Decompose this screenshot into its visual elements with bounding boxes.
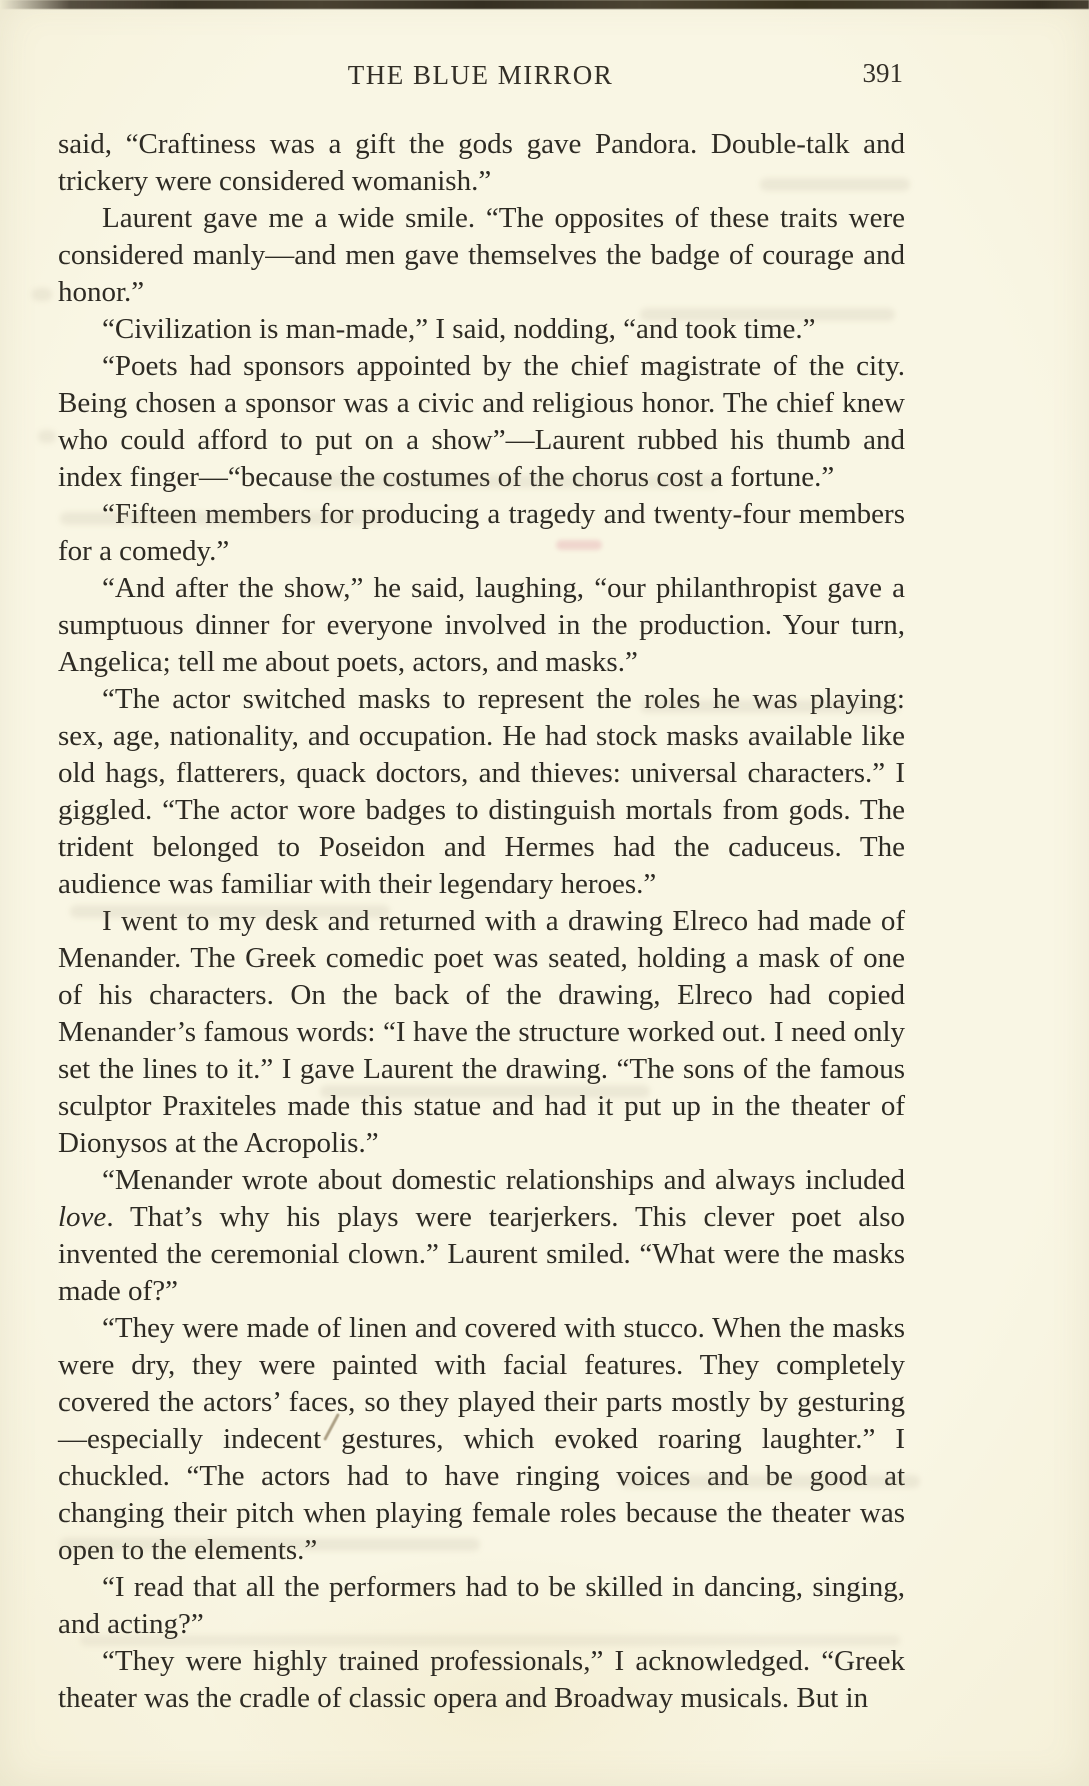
show-through-smudge [320, 1085, 650, 1098]
pink-ink-smudge [556, 540, 602, 550]
paragraph: Laurent gave me a wide smile. “The opposites of these traits were considered manly—and men gave themselves the badge of courage and honor.” [58, 202, 905, 308]
show-through-smudge [38, 430, 56, 443]
paragraph: “I read that all the performers had to be skilled in dancing, singing, and acting?” [58, 1571, 905, 1640]
show-through-smudge [640, 700, 900, 713]
page-top-edge-shadow [0, 0, 1089, 9]
running-title: THE BLUE MIRROR [347, 60, 614, 90]
paragraph: “The actor switched masks to represent the roles he was playing: sex, age, nationality, and occupation. He had stock masks available like old hags, flatterers, quack doctors, and thieves: universal characters.” I giggled. “The actor wore badges to distinguish mortals from gods. The trident belonged to Poseidon and Hermes had the caduceus. The audience was familiar with their legendary heroes.” [58, 683, 905, 900]
paragraph: I went to my desk and returned with a drawing Elreco had made of Menander. The Greek comedic poet was seated, holding a mask of one of his characters. On the back of the drawing, Elreco had copied Menander’s famous words: “I have the structure worked out. I need only set the lines to it.” I gave Laurent the drawing. “The sons of the famous sculptor Praxiteles made this statue and had it put up in the theater of Dionysos at the Acropolis.” [58, 905, 905, 1159]
show-through-smudge [640, 308, 895, 321]
paragraph: “They were made of linen and covered with stucco. When the masks were dry, they were painted with facial features. They completely covered the actors’ faces, so they played their parts mostly by gesturing—especially indecent gestures, which evoked roaring laughter.” I chuckled. “The actors had to have ringing voices and be good at changing their pitch when playing female roles because the theater was open to the elements.” [58, 1312, 905, 1566]
paragraph: “They were highly trained professionals,” I acknowledged. “Greek theater was the cradle of classic opera and Broadway musicals. But in [58, 1645, 905, 1714]
show-through-smudge [32, 288, 52, 301]
paragraph: “And after the show,” he said, laughing, “our philanthropist gave a sumptuous dinner for everyone involved in the production. Your turn, Angelica; tell me about poets, actors, and masks.” [58, 572, 905, 678]
paragraph: “Poets had sponsors appointed by the chief magistrate of the city. Being chosen a sponsor was a civic and religious honor. The chief knew who could afford to put on a show”—Laurent rubbed his thumb and index finger—“because the costumes of the chorus cost a fortune.” [58, 350, 905, 493]
show-through-smudge [300, 475, 720, 488]
show-through-smudge [60, 512, 390, 525]
page-number: 391 [862, 58, 903, 88]
paragraph: “Fifteen members for producing a tragedy and twenty-four members for a comedy.” [58, 498, 905, 567]
paragraph: “Menander wrote about domestic relationships and always included love. That’s why his plays were tearjerkers. This clever poet also invented the ceremonial clown.” Laurent smiled. “What were the masks made of?” [58, 1164, 905, 1307]
paragraph: “Civilization is man-made,” I said, nodding, “and took time.” [102, 313, 816, 345]
show-through-smudge [80, 1635, 900, 1646]
show-through-smudge [760, 178, 910, 191]
show-through-smudge [620, 1475, 920, 1488]
show-through-smudge [60, 1538, 480, 1551]
paragraph: said, “Craftiness was a gift the gods gave Pandora. Double-talk and trickery were considered womanish.” [58, 128, 905, 197]
show-through-smudge [70, 905, 390, 918]
